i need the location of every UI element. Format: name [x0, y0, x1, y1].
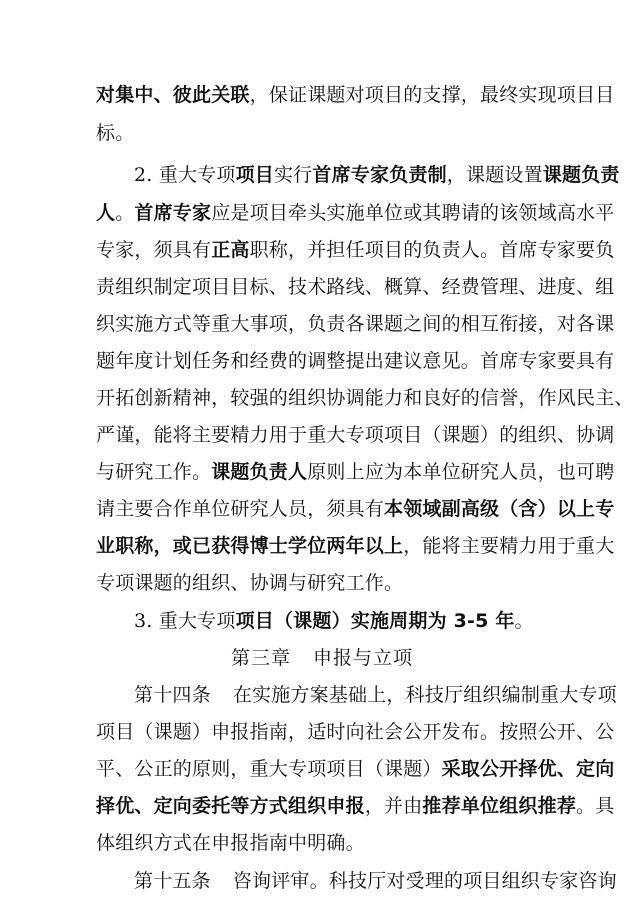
text-run: 应是项目牵头实施单位或其聘请的该领域高水平: [211, 202, 615, 224]
text-run: 责组织制定项目目标、技术路线、概算、经费管理、进度、组: [96, 276, 615, 298]
text-run: 开拓创新精神，较强的组织协调能力和良好的信誉，作风民主、: [96, 387, 634, 409]
text-run: 第十五条: [134, 870, 211, 892]
text-line: [134, 862, 617, 900]
text-run: 3. 重大专项: [134, 610, 236, 632]
text-run: 题年度计划任务和经费的调整提出建议意见。首席专家要具有: [96, 350, 615, 372]
text-line: [96, 76, 615, 114]
bold-text: 采取公开择优、定向: [441, 758, 615, 780]
text-run: 职称，并担任项目的负责人。首席专家要负: [249, 239, 615, 261]
text-line: [96, 268, 615, 306]
text-run: 严谨，能将主要精力用于重大专项项目（课题）的组织、协调: [96, 424, 615, 446]
text-run: 申报与立项: [313, 647, 414, 669]
text-line: [96, 379, 634, 417]
text-run: 与研究工作。: [96, 461, 212, 483]
text-line: [96, 231, 615, 269]
bold-text: 项目: [235, 164, 274, 186]
text-run: 。: [514, 610, 534, 632]
text-line: [96, 114, 548, 152]
text-run: 咨询评审。科技厅对受理的项目组织专家咨询: [232, 870, 617, 892]
bold-text: 本领域副高级（含）以上专: [384, 498, 615, 520]
text-line: [96, 787, 615, 825]
text-line: [96, 453, 615, 491]
text-run: 体组织方式在申报指南中明确。: [96, 832, 365, 854]
text-run: ，能将主要精力用于重大: [403, 535, 615, 557]
text-run: 请主要合作单位研究人员，须具有: [96, 498, 385, 520]
text-run: 标。: [96, 122, 135, 144]
text-line: [134, 156, 620, 194]
text-run: 专项课题的组织、协调与研究工作。: [96, 572, 404, 594]
text-run: 原则上应为本单位研究人员，也可聘: [307, 461, 615, 483]
text-line: [96, 750, 615, 788]
text-line: [96, 713, 615, 751]
bold-text: 择优、定向委托等方式组织申报: [96, 795, 365, 817]
text-run: 实行: [273, 164, 313, 186]
text-run: 专家，须具有: [96, 239, 212, 261]
text-run: 第十四条: [134, 684, 211, 706]
chapter-heading: [96, 639, 548, 677]
text-line: [96, 342, 615, 380]
text-run: 在实施方案基础上，科技厅组织编制重大专项: [232, 684, 617, 706]
bold-text: 项目（课题）实施周期为 3-5 年: [235, 610, 515, 632]
bold-text: 首席专家: [134, 202, 212, 224]
text-line: [134, 602, 548, 640]
text-line: [96, 490, 615, 528]
bold-text: 业职称，或已获得博士学位两年以上: [96, 535, 404, 557]
text-line: [96, 416, 615, 454]
text-run: 2. 重大专项: [134, 164, 236, 186]
bold-text: 对集中、彼此关联: [96, 84, 250, 106]
text-run: 项目（课题）申报指南，适时向社会公开发布。按照公开、公: [96, 721, 615, 743]
text-run: 。: [115, 202, 135, 224]
bold-text: 推荐单位组织推荐: [422, 795, 577, 817]
text-run: ，并由: [364, 795, 423, 817]
text-run: 。具: [576, 795, 615, 817]
bold-text: 首席专家负责制: [312, 164, 447, 186]
text-line: [96, 527, 615, 565]
text-line: [96, 194, 615, 232]
text-line: [96, 824, 548, 862]
bold-text: 课题负责人: [211, 461, 308, 483]
text-run: 第三章: [230, 647, 291, 669]
bold-text: 人: [96, 202, 116, 224]
text-line: [96, 564, 548, 602]
bold-text: 课题负责: [542, 164, 620, 186]
text-line: [96, 305, 615, 343]
bold-text: 正高: [211, 239, 250, 261]
text-line: [134, 676, 617, 714]
text-run: ，课题设置: [446, 164, 543, 186]
text-run: 织实施方式等重大事项，负责各课题之间的相互衔接，对各课: [96, 313, 615, 335]
text-run: ，保证课题对项目的支撑，最终实现项目目: [249, 84, 615, 106]
text-run: 平、公正的原则，重大专项项目（课题）: [96, 758, 442, 780]
